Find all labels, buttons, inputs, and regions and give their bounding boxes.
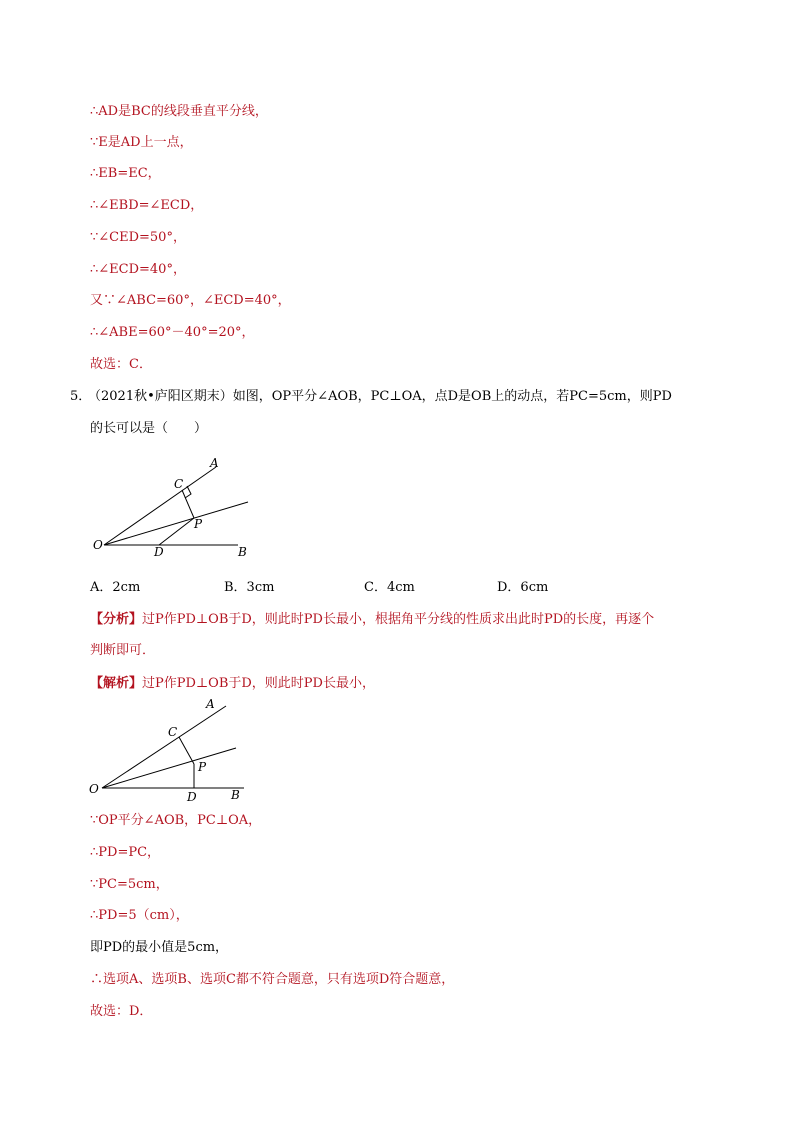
proof-line-5: ∵∠CED=50°， xyxy=(90,230,186,245)
solution-line-3: ∴PD=PC， xyxy=(90,845,161,860)
label-b: B xyxy=(238,545,247,559)
proof-line-6: ∴∠ECD=40°， xyxy=(90,262,186,277)
proof-line-1: ∴AD是BC的线段垂直平分线， xyxy=(90,104,268,119)
solution-line-8: 故选：D． xyxy=(90,1004,153,1019)
option-a: A．2cm xyxy=(90,580,141,595)
solution-figure xyxy=(86,696,256,808)
solution-tag: 【解析】 xyxy=(90,676,143,691)
proof-line-3: ∴EB=EC， xyxy=(90,166,161,181)
proof-line-4: ∴∠EBD=∠ECD， xyxy=(90,198,204,213)
question-stem-line-2: 的长可以是（ ） xyxy=(90,421,208,436)
solution-line-5: ∴PD=5（cm）， xyxy=(90,908,189,923)
question-number: 5． xyxy=(70,389,92,404)
solution-label-c: C xyxy=(168,725,178,739)
proof-line-7: 又∵∠ABC=60°，∠ECD=40°， xyxy=(90,293,291,308)
solution-line-7: ∴选项A、选项B、选项C都不符合题意，只有选项D符合题意， xyxy=(90,972,455,987)
solution-label-o: O xyxy=(89,782,99,796)
analysis-line-1 xyxy=(90,611,654,629)
option-d: D．6cm xyxy=(497,580,549,595)
question-figure xyxy=(88,452,268,564)
label-a: A xyxy=(210,456,219,470)
question-source: （2021秋•庐阳区期末） xyxy=(88,389,233,404)
label-c: C xyxy=(174,477,184,491)
proof-line-9: 故选：C． xyxy=(90,357,152,372)
label-o: O xyxy=(93,538,103,552)
solution-line-2: ∵OP平分∠AOB，PC⊥OA， xyxy=(90,813,262,828)
proof-line-2: ∵E是AD上一点， xyxy=(90,135,193,150)
question-stem-text: 如图，OP平分∠AOB，PC⊥OA，点D是OB上的动点，若PC=5cm，则PD xyxy=(232,389,672,404)
option-b: B．3cm xyxy=(224,580,275,595)
solution-label-b: B xyxy=(231,788,240,802)
label-p: P xyxy=(194,517,203,531)
label-d: D xyxy=(154,545,164,559)
solution-line-4: ∵PC=5cm， xyxy=(90,877,169,892)
analysis-line-2: 判断即可． xyxy=(90,643,156,658)
solution-line-6: 即PD的最小值是5cm， xyxy=(90,940,229,955)
option-c: C．4cm xyxy=(364,580,415,595)
analysis-tag: 【分析】 xyxy=(90,612,143,627)
solution-label-p: P xyxy=(198,760,207,774)
solution-label-d: D xyxy=(187,790,197,804)
solution-label-a: A xyxy=(206,697,215,711)
solution-text: 过P作PD⊥OB于D，则此时PD长最小， xyxy=(142,676,375,691)
proof-line-8: ∴∠ABE=60°－40°=20°， xyxy=(90,325,255,340)
question-stem-line-1 xyxy=(88,388,672,406)
solution-line-1 xyxy=(90,675,375,693)
analysis-text: 过P作PD⊥OB于D，则此时PD长最小，根据角平分线的性质求出此时PD的长度，再逐个 xyxy=(142,612,655,627)
